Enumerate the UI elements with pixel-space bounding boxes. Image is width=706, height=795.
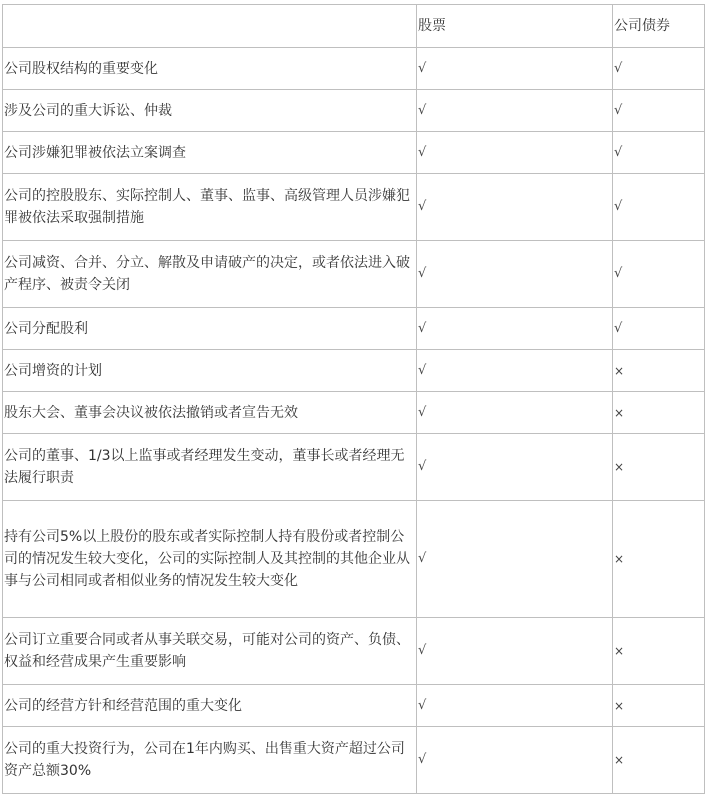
row-item: 公司的重大投资行为，公司在1年内购买、出售重大资产超过公司资产总额30% [3,727,417,794]
stock-mark: √ [417,618,613,685]
stock-mark: √ [417,434,613,501]
stock-mark: √ [417,501,613,618]
row-item: 公司涉嫌犯罪被依法立案调查 [3,132,417,174]
bond-mark: × [613,350,705,392]
table-row [3,132,705,174]
bond-mark: × [613,434,705,501]
row-item: 公司增资的计划 [3,350,417,392]
stock-mark: √ [417,48,613,90]
bond-mark: × [613,392,705,434]
table-row [3,174,705,241]
row-item: 公司股权结构的重要变化 [3,48,417,90]
row-item: 股东大会、董事会决议被依法撤销或者宣告无效 [3,392,417,434]
header-stock: 股票 [417,5,613,48]
bond-mark: √ [613,48,705,90]
stock-mark: √ [417,685,613,727]
bond-mark: √ [613,90,705,132]
bond-mark: √ [613,132,705,174]
bond-mark: × [613,618,705,685]
table-row [3,308,705,350]
table-row [3,241,705,308]
stock-mark: √ [417,727,613,794]
bond-mark: × [613,727,705,794]
header-bond: 公司债券 [613,5,705,48]
table-row [3,48,705,90]
stock-mark: √ [417,241,613,308]
row-item: 公司减资、合并、分立、解散及申请破产的决定，或者依法进入破产程序、被责令关闭 [3,241,417,308]
table-row [3,501,705,618]
row-item: 公司的控股股东、实际控制人、董事、监事、高级管理人员涉嫌犯罪被依法采取强制措施 [3,174,417,241]
row-item: 公司分配股利 [3,308,417,350]
row-item: 涉及公司的重大诉讼、仲裁 [3,90,417,132]
bond-mark: √ [613,241,705,308]
stock-mark: √ [417,132,613,174]
header-row [3,5,705,48]
table-row [3,434,705,501]
bond-mark: √ [613,174,705,241]
table-row [3,350,705,392]
row-item: 公司订立重要合同或者从事关联交易，可能对公司的资产、负债、权益和经营成果产生重要影响 [3,618,417,685]
table-row [3,727,705,794]
stock-mark: √ [417,350,613,392]
table-row [3,685,705,727]
stock-mark: √ [417,392,613,434]
header-item [3,5,417,48]
stock-mark: √ [417,308,613,350]
table-row [3,618,705,685]
bond-mark: × [613,501,705,618]
bond-mark: × [613,685,705,727]
table-row [3,90,705,132]
stock-mark: √ [417,174,613,241]
bond-mark: √ [613,308,705,350]
row-item: 公司的经营方针和经营范围的重大变化 [3,685,417,727]
disclosure-table [2,4,705,794]
row-item: 持有公司5%以上股份的股东或者实际控制人持有股份或者控制公司的情况发生较大变化，公司的实际控制人及其控制的其他企业从事与公司相同或者相似业务的情况发生较大变化 [3,501,417,618]
stock-mark: √ [417,90,613,132]
table-row [3,392,705,434]
row-item: 公司的董事、1/3以上监事或者经理发生变动，董事长或者经理无法履行职责 [3,434,417,501]
